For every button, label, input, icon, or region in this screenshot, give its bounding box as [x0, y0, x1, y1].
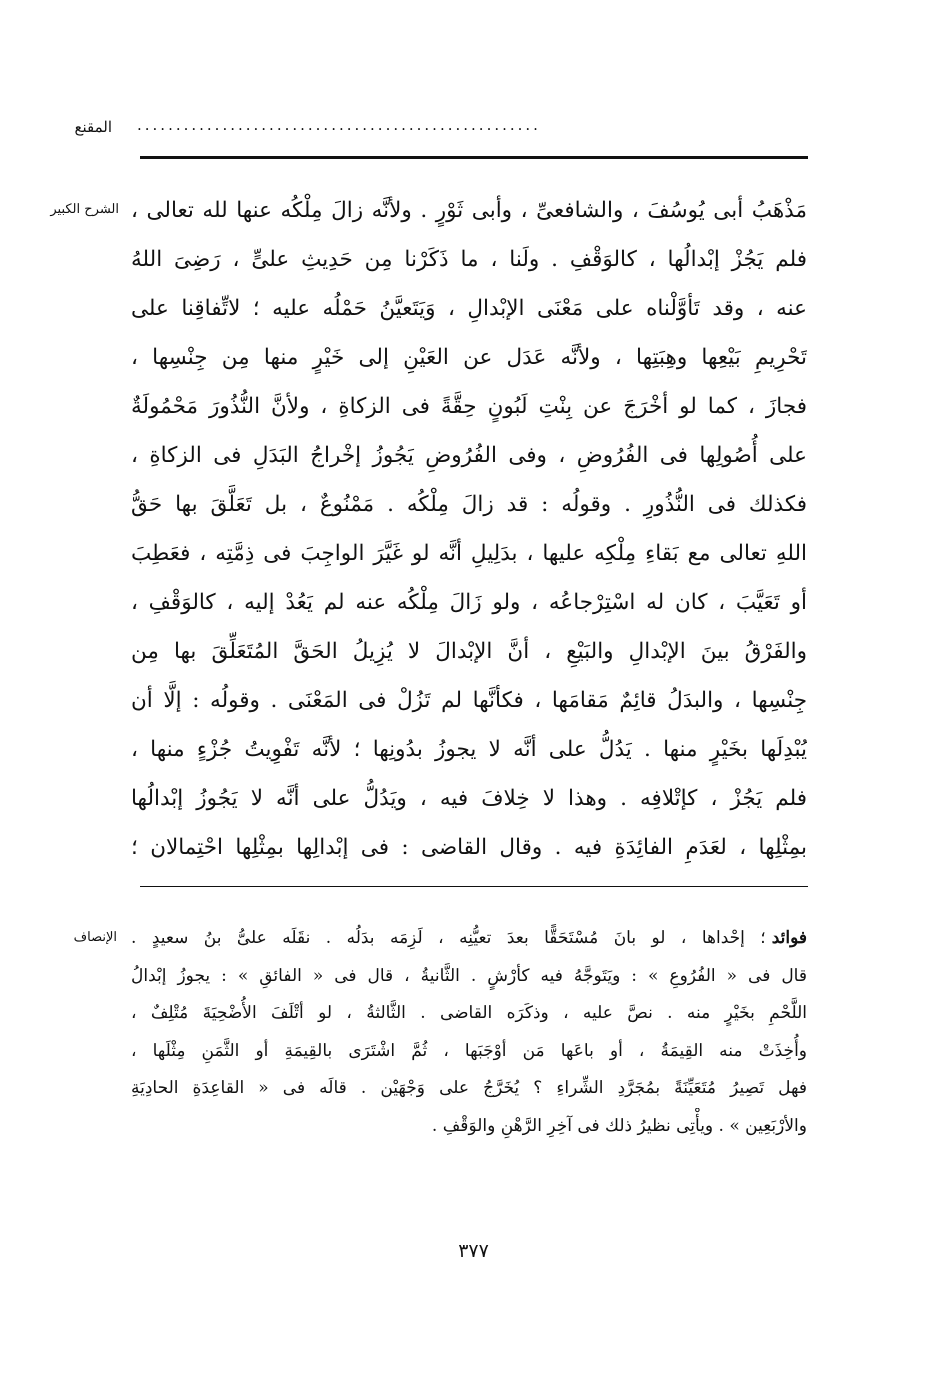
running-header-book-title: المقنع: [74, 118, 112, 136]
insaf-line: [131, 920, 807, 958]
insaf-lead-word: فوائد: [771, 928, 807, 948]
insaf-line: اللَّحْمِ بخَيْرٍ منه . نصَّ عليه ، وذكَرَه القاضى . الثَّالثةُ ، لو أتْلَفَ الأُضْحِيَةَ مُتْلِفٌ ،: [131, 1003, 807, 1023]
text-line: تَحْرِيمِ بَيْعِها وهِبَتِها ، ولأنَّه عَدَل عن العَيْنِ إلى خَيْرٍ منها مِن جِنْسِها ،: [131, 345, 807, 370]
insaf-text-block: [131, 920, 807, 1145]
text-line: اللهِ تعالى مع بَقاءِ مِلْكِه عليها ، بدَلِيلِ أنَّه لو غَيَّرَ الواجِبَ فى ذِمَّتِه ، فعَطِبَ: [131, 541, 807, 566]
insaf-line: فهل تَصِيرُ مُتَعَيِّنَةً بمُجَرَّدِ الشِّراءِ ؟ يُخَرَّجُ على وَجْهَيْن . قالَه فى « القاعِدَةِ الحادِيَةِ: [131, 1078, 807, 1098]
insaf-line: وأُخِذَتْ منه القِيمَةُ ، أو باعَها مَن أوْجَبَها ، ثُمَّ اشْتَرَى بالقِيمَةِ أو الثَّمَنِ مِثْلَها ،: [131, 1040, 807, 1061]
margin-label-insaf: الإنصاف: [73, 930, 117, 945]
header-rule: [140, 156, 808, 159]
insaf-line: قال فى « الفُرُوعِ » : ويَتَوجَّهُ فيه كأرْشٍ . الثَّانيةُ ، قال فى « الفائقِ » : يجوزُ إبْدالُ: [131, 965, 807, 986]
text-line: فلم يَجُزْ ، كإتْلافِه . وهذا لا خِلافَ فيه ، ويَدُلُّ على أنَّه لا يَجُوزُ إبْدالُها: [131, 786, 807, 811]
text-line: بمِثْلِها ، لعَدَمِ الفائِدَةِ فيه . وقال القاضى : فى إبْدالِها بمِثْلِها احْتِمالان ؛: [131, 835, 807, 860]
sharh-text-block: [131, 186, 807, 872]
text-line: فجازَ ، كما لو أخْرَجَ عن بِنْتِ لَبُونٍ حِقَّةً فى الزكاةِ ، ولأنَّ النُّذُورَ مَحْمُولَةٌ: [131, 394, 807, 419]
text-line: والفَرْقُ بينَ الإبْدالِ والبَيْعِ ، أنَّ الإبْدالَ لا يُزِيلُ الحَقَّ المُتَعَلِّقَ بها مِن: [131, 639, 807, 664]
text-line: فكذلك فى النُّذُورِ . وقولُه : قد زالَ مِلْكُه . مَمْنُوعٌ ، بل تَعَلَّقَ بها حَقُّ: [131, 492, 807, 517]
insaf-line: والأرْبَعِين » . ويأْتِى نظيرُ ذلك فى آخِرِ الرَّهْنِ والوَقْفِ .: [431, 1115, 807, 1136]
margin-label-sharh: الشرح الكبير: [50, 202, 119, 217]
text-line: مَذْهَبُ أبى يُوسُفَ ، والشافعىِّ ، وأبى ثَوْرٍ . ولأنَّه زالَ مِلْكُه عنها لله تعالى ،: [131, 198, 807, 223]
header-dotted-leader: ....................................................: [137, 116, 541, 134]
section-divider-rule: [140, 886, 808, 887]
text-line: على أُصُولِها فى الفُرُوضِ ، وفى الفُرُوضِ يَجُوزُ إخْراجُ البَدَلِ فى الزكاةِ ،: [131, 443, 807, 468]
text-line: عنه ، وقد تَأوَّلْناه على مَعْنَى الإبْدالِ ، وَيَتَعيَّنُ حَمْلُه عليه ؛ لاتِّفاقِنا على: [131, 296, 807, 321]
text-line: يُبْدِلَها بخَيْرٍ منها . يَدُلُّ على أنَّه لا يجوزُ بدُونِها ؛ لأنَّه تَفْوِيتُ جُزْءٍ منها ،: [131, 737, 807, 762]
text-line: جِنْسِها ، والبدَلُ قائِمٌ مَقامَها ، فكأنَّها لم تَزُلْ فى المَعْنَى . وقولُه : إلَّا أن: [131, 688, 807, 713]
page-number: ٣٧٧: [458, 1240, 489, 1262]
text-line: أو تَعَيَّبَ ، كان له اسْتِرْجاعُه ، ولو زَالَ مِلْكُه عنه لم يَعُدْ إليه ، كالوَقْفِ ،: [131, 590, 807, 615]
text-line: فلم يَجُزْ إبْدالُها ، كالوَقْفِ . ولَنا ، ما ذَكَرْنا مِن حَدِيثِ علىٍّ ، رَضِىَ اللهُ: [131, 247, 807, 272]
insaf-line-text: ؛ إحْداها ، لو بانَ مُسْتَحَقًّا بعدَ تعيُّنِه ، لَزِمَه بدَلُه . نقَلَه علىُّ بنُ سعيدٍ .: [131, 928, 766, 948]
